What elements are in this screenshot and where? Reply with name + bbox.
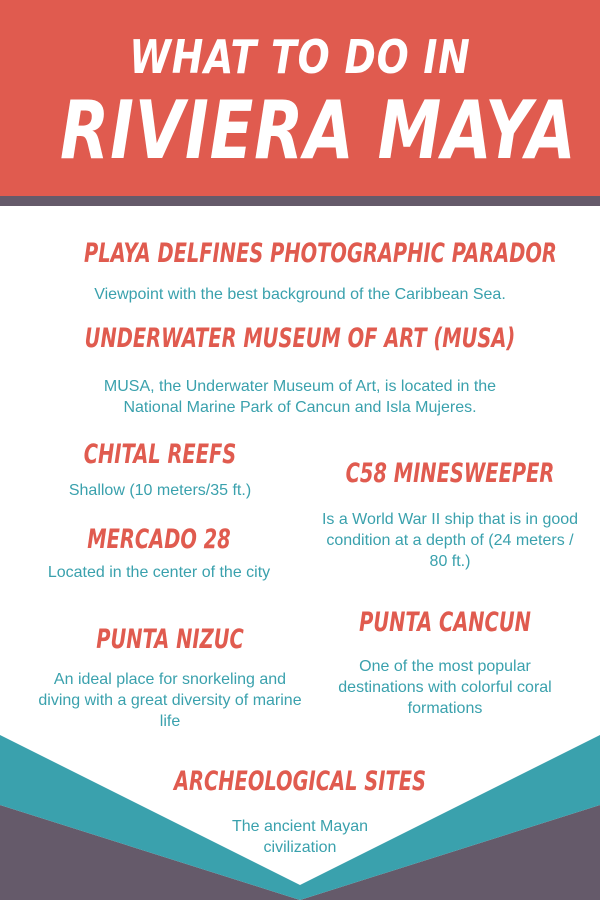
title-musa: UNDERWATER MUSEUM OF ART (MUSA) xyxy=(84,323,516,354)
title-chital-reefs: CHITAL REEFS xyxy=(83,439,237,470)
title-line-1: WHAT TO DO IN xyxy=(129,30,471,84)
title-punta-cancun: PUNTA CANCUN xyxy=(359,607,531,638)
desc-archeological-sites: The ancient Mayan civilization xyxy=(231,818,369,856)
header-divider-band xyxy=(0,196,600,206)
desc-c58-minesweeper: Is a World War II ship that is in good condition at a depth of (24 meters / 80 ft.) xyxy=(321,511,579,570)
header-banner xyxy=(0,0,600,196)
chevron-decoration xyxy=(0,720,600,900)
title-punta-nizuc: PUNTA NIZUC xyxy=(96,624,244,655)
desc-playa-delfines: Viewpoint with the best background of the Caribbean Sea. xyxy=(94,286,506,303)
desc-chital-reefs: Shallow (10 meters/35 ft.) xyxy=(68,482,252,499)
title-line-2: RIVIERA MAYA xyxy=(60,84,577,177)
title-c58-minesweeper: C58 MINESWEEPER xyxy=(345,458,555,489)
desc-punta-nizuc: An ideal place for snorkeling and diving with a great diversity of marine life xyxy=(38,671,302,730)
title-playa-delfines: PLAYA DELFINES PHOTOGRAPHIC PARADOR xyxy=(83,238,557,269)
desc-mercado-28: Located in the center of the city xyxy=(47,564,271,581)
desc-punta-cancun: One of the most popular destinations with colorful coral formations xyxy=(338,658,552,717)
title-archeological-sites: ARCHEOLOGICAL SITES xyxy=(173,766,426,797)
desc-musa: MUSA, the Underwater Museum of Art, is located in the National Marine Park of Cancun and Isla Mujeres. xyxy=(103,378,497,416)
title-mercado-28: MERCADO 28 xyxy=(87,524,231,555)
